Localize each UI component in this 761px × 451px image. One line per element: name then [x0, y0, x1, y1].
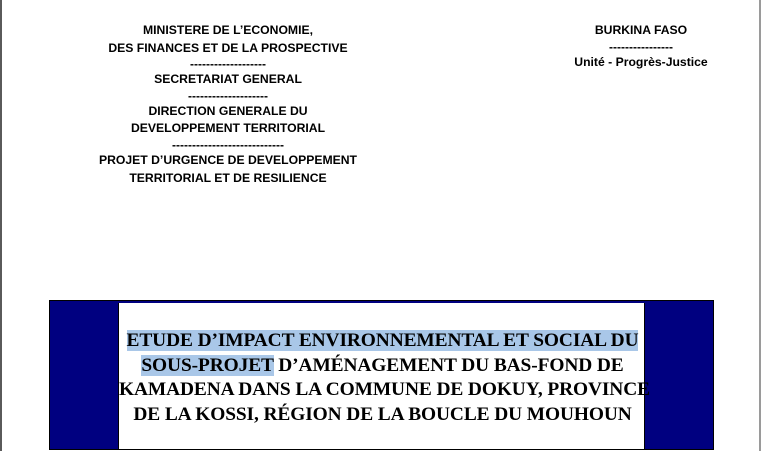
- direction-name-line2: DEVELOPPEMENT TERRITORIAL: [130, 121, 326, 136]
- country-name: BURKINA FASO: [594, 23, 688, 37]
- document-title-frame: [49, 300, 714, 450]
- page-left-edge: [0, 0, 2, 451]
- national-motto: Unité - Progrès-Justice: [574, 54, 708, 69]
- ministry-name-line2: DES FINANCES ET DE LA PROSPECTIVE: [108, 40, 348, 55]
- title-line-2: [119, 354, 646, 379]
- selected-text-highlight[interactable]: ETUDE D’IMPACT ENVIRONNEMENTAL ET SOCIAL DU: [126, 330, 639, 351]
- secretariat-name: SECRETARIAT GENERAL: [154, 72, 302, 87]
- ministry-header-block: [78, 22, 378, 187]
- header-separator: ----------------: [609, 39, 673, 54]
- ministry-name-line1: MINISTERE DE L’ECONOMIE,: [143, 23, 313, 37]
- document-title-panel: [118, 303, 650, 449]
- title-line-4: DE LA KOSSI, RÉGION DE LA BOUCLE DU MOUHOUN: [133, 403, 632, 425]
- header-separator: --------------------: [188, 88, 268, 103]
- project-name-line1: PROJET D’URGENCE DE DEVELOPPEMENT: [98, 152, 357, 167]
- direction-name-line1: DIRECTION GENERALE DU: [148, 103, 308, 118]
- header-separator: -------------------: [190, 57, 266, 72]
- project-name-line2: TERRITORIAL ET DE RESILIENCE: [129, 170, 327, 185]
- title-line-2-rest: D’AMÉNAGEMENT DU BAS-FOND DE: [273, 354, 624, 376]
- title-line-1: [119, 329, 646, 354]
- selected-text-highlight[interactable]: SOUS-PROJET: [141, 354, 274, 376]
- header-separator: ----------------------------: [172, 137, 284, 152]
- country-header-block: [541, 22, 741, 71]
- title-line-3: KAMADENA DANS LA COMMUNE DE DOKUY, PROVINCE: [119, 379, 650, 400]
- document-title: [119, 329, 650, 427]
